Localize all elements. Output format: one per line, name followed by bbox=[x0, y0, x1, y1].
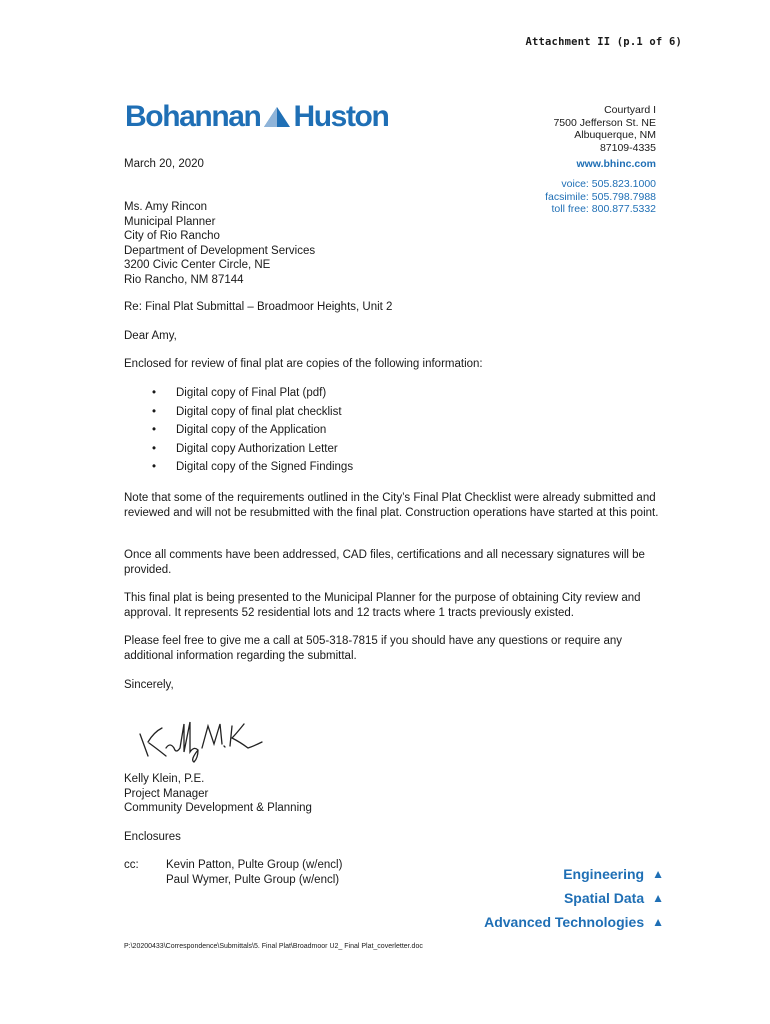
services-list bbox=[484, 862, 664, 934]
recipient-line: Department of Development Services bbox=[124, 244, 316, 257]
company-website[interactable]: www.bhinc.com bbox=[576, 158, 656, 170]
signer-block bbox=[124, 772, 312, 816]
triangle-icon: ▲ bbox=[652, 891, 664, 905]
list-item: • Digital copy of the Application bbox=[150, 423, 353, 442]
logo-text-right: Huston bbox=[293, 100, 389, 133]
cc-list bbox=[166, 858, 342, 887]
contact-facsimile: facsimile: 505.798.7988 bbox=[545, 190, 656, 203]
recipient-block bbox=[124, 200, 315, 288]
list-item: • Digital copy Authorization Letter bbox=[150, 442, 353, 461]
body-paragraph: Please feel free to give me a call at 505-318-7815 if you should have any questions or require any additional information regarding the submittal. bbox=[124, 635, 623, 662]
recipient-line: Ms. Amy Rincon bbox=[124, 201, 208, 213]
body-paragraph: Note that some of the requirements outlined in the City’s Final Plat Checklist were already submitted and reviewed and will not be resubmitted with the final plat. Construction operations have started at this point. bbox=[124, 492, 659, 519]
enclosure-list bbox=[150, 386, 353, 479]
cc-item: Paul Wymer, Pulte Group (w/encl) bbox=[166, 873, 340, 886]
enclosures-label: Enclosures bbox=[124, 831, 181, 843]
body-paragraph: This final plat is being presented to the Municipal Planner for the purpose of obtaining City review and approval. It represents 52 residential lots and 12 tracts where 1 tracts previously existed. bbox=[124, 592, 641, 619]
list-item: • Digital copy of Final Plat (pdf) bbox=[150, 386, 353, 405]
attachment-label: Attachment II (p.1 of 6) bbox=[525, 36, 682, 48]
company-logo bbox=[125, 100, 388, 134]
salutation: Dear Amy, bbox=[124, 330, 177, 342]
triangle-icon: ▲ bbox=[652, 867, 664, 881]
recipient-line: Municipal Planner bbox=[124, 215, 216, 228]
recipient-line: Rio Rancho, NM 87144 bbox=[124, 273, 244, 286]
address-line: 7500 Jefferson St. NE bbox=[553, 116, 656, 129]
address-line: 87109-4335 bbox=[599, 141, 656, 154]
service-label: Advanced Technologies bbox=[484, 914, 645, 930]
body-paragraph: Once all comments have been addressed, CAD files, certifications and all necessary signatures will be provided. bbox=[124, 549, 645, 576]
recipient-line: City of Rio Rancho bbox=[124, 230, 220, 243]
recipient-line: 3200 Civic Center Circle, NE bbox=[124, 259, 271, 272]
address-line: Courtyard I bbox=[604, 104, 656, 116]
logo-triangle-icon bbox=[264, 107, 290, 127]
cc-item: Kevin Patton, Pulte Group (w/encl) bbox=[166, 859, 343, 871]
letter-date: March 20, 2020 bbox=[124, 158, 204, 170]
logo-text-left: Bohannan bbox=[125, 100, 261, 133]
signer-title: Project Manager bbox=[124, 787, 209, 800]
company-address bbox=[553, 104, 656, 154]
service-label: Engineering bbox=[563, 866, 645, 882]
company-contacts bbox=[545, 178, 656, 216]
service-item bbox=[484, 910, 664, 934]
intro-paragraph: Enclosed for review of final plat are copies of the following information: bbox=[124, 358, 483, 370]
signer-name: Kelly Klein, P.E. bbox=[124, 773, 205, 785]
contact-voice: voice: 505.823.1000 bbox=[561, 178, 656, 190]
service-item bbox=[484, 886, 664, 910]
contact-tollfree: toll free: 800.877.5332 bbox=[551, 203, 656, 215]
triangle-icon: ▲ bbox=[652, 915, 664, 929]
file-path: P:\20200433\Correspondence\Submittals\5. Final Plat\Broadmoor U2_ Final Plat_coverletter.doc bbox=[124, 943, 423, 950]
service-label: Spatial Data bbox=[563, 890, 645, 906]
address-line: Albuquerque, NM bbox=[574, 129, 656, 141]
cc-label: cc: bbox=[124, 859, 139, 871]
subject-line: Re: Final Plat Submittal – Broadmoor Heights, Unit 2 bbox=[124, 301, 393, 313]
list-item: • Digital copy of the Signed Findings bbox=[150, 460, 353, 479]
signer-department: Community Development & Planning bbox=[124, 802, 312, 815]
service-item bbox=[484, 862, 664, 886]
closing: Sincerely, bbox=[124, 679, 174, 691]
handwritten-signature bbox=[136, 712, 266, 764]
list-item: • Digital copy of final plat checklist bbox=[150, 405, 353, 424]
